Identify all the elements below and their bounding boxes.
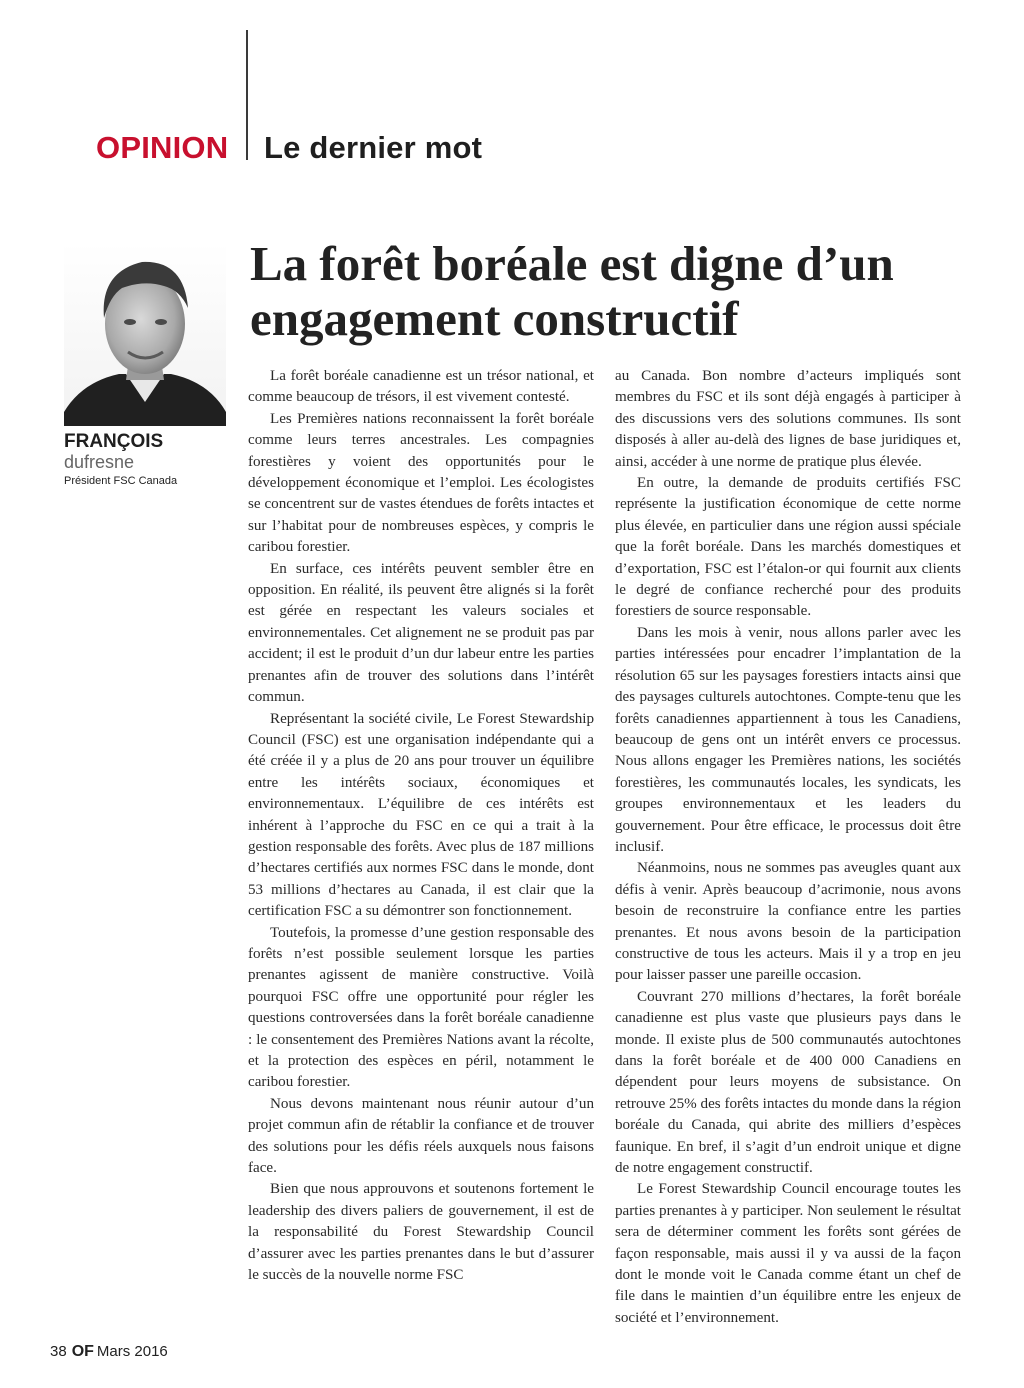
- article-headline: La forêt boréale est digne d’un engagement constructif: [250, 236, 894, 346]
- magazine-name: OF: [71, 1343, 94, 1360]
- paragraph: Nous devons maintenant nous réunir autour d’un projet commun afin de rétablir la confiance et de trouver des solutions pour les défis réels auxquels nous faisons face.: [248, 1095, 594, 1177]
- paragraph: Néanmoins, nous ne sommes pas aveugles quant aux défis à venir. Après beaucoup d’acrimonie, nous avons besoin de reconstruire la confiance entre les parties prenantes. Et nous avons besoin de la participation constructive de tous les acteurs. Mais il y a trop en jeu pour laisser passer une pareille occasion.: [615, 860, 961, 984]
- section-header: [96, 130, 483, 166]
- author-portrait: [64, 242, 226, 426]
- paragraph: Les Premières nations reconnaissent la forêt boréale comme leurs terres ancestrales. Les compagnies forestières y voient des opportunités pour le développement économique et l’emploi. Les écologistes se concentrent sur de vastes étendues de forêts intactes et sur l’habitat pour de nombreuses espèces, y compris le caribou forestier.: [248, 410, 594, 556]
- article-column-2: [615, 366, 961, 1329]
- header-divider: [246, 30, 248, 160]
- author-first-name: FRANÇOIS: [64, 431, 164, 452]
- paragraph: Le Forest Stewardship Council encourage toutes les parties prenantes à y participer. Non seulement le résultat sera de déterminer comment les forêts sont gérées de façon responsable, mais aussi il y va aussi de la façon dont le monde voit le Canada comme étant un chef de file dans le maintien d’un équilibre entre les enjeux de société et l’environnement.: [615, 1181, 961, 1326]
- author-byline: [64, 432, 177, 487]
- subsection-label: Le dernier mot: [264, 130, 483, 165]
- section-label: OPINION: [96, 130, 229, 165]
- paragraph: Dans les mois à venir, nous allons parler avec les parties intéressées pour encadrer l’implantation de la résolution 65 sur les paysages forestiers intacts ainsi que des paysages culturels autochtones. Compte-tenu que les forêts canadiennes appartiennent à tous les Canadiens, beaucoup de gens ont un intérêt envers ce processus. Nous allons engager les Premières nations, les sociétés forestières, les communautés locales, les syndicats, les groupes environnementaux et les leaders du gouvernement. Pour être efficace, le processus doit être inclusif.: [615, 624, 961, 855]
- paragraph: En surface, ces intérêts peuvent sembler être en opposition. En réalité, ils peuvent être alignés si la forêt est gérée en respectant les valeurs sociales et environnementales. Cet alignement ne se produit pas par accident; il est le produit d’un dur labeur entre les parties prenantes afin de trouver des solutions dans l’intérêt commun.: [248, 560, 594, 706]
- author-role: Président FSC Canada: [64, 474, 178, 487]
- article-column-1: [248, 366, 594, 1286]
- issue-date: Mars 2016: [96, 1343, 168, 1360]
- author-last-name: dufresne: [64, 451, 135, 472]
- page-footer: [50, 1343, 168, 1361]
- paragraph: Couvrant 270 millions d’hectares, la forêt boréale canadienne est plus vaste que plusieurs pays dans le monde. Il existe plus de 500 communautés autochtones dans la forêt boréale et de 400 000 Canadiens en dépendent pour leurs moyens de subsistance. On retrouve 25% des forêts intactes du monde dans la région boréale du Canada, qui abrite des milliers d’espèces faunique. En bref, il s’agit d’un endroit unique et digne de notre engagement constructif.: [615, 988, 961, 1177]
- paragraph: La forêt boréale canadienne est un trésor national, et comme beaucoup de trésors, il est vivement contesté.: [248, 368, 594, 406]
- page-number: 38: [50, 1343, 67, 1360]
- paragraph: au Canada. Bon nombre d’acteurs impliqués sont membres du FSC et ils sont déjà engagés à participer à des discussions vers des solutions communes. Ils sont disposés à aller au-delà des lignes de base juridiques et, ainsi, accéder à une norme de pratique plus élevée.: [615, 368, 961, 470]
- paragraph: Toutefois, la promesse d’une gestion responsable des forêts n’est possible seulement lorsque les parties prenantes agissent de manière constructive. Voilà pourquoi FSC offre une opportunité pour régler les questions controversées dans la forêt boréale canadienne : le consentement des Premières Nations avant la récolte, et la protection des espèces en péril, notamment le caribou forestier.: [248, 924, 594, 1091]
- paragraph: En outre, la demande de produits certifiés FSC représente la justification économique de cette norme plus élevée, en particulier dans une région aussi spéciale que la forêt boréale. Dans les marchés domestiques et d’exportation, FSC est l’étalon-or qui fournit aux clients le degré de confiance recherché pour des produits forestiers de source responsable.: [615, 475, 961, 620]
- paragraph: Bien que nous approuvons et soutenons fortement le leadership des divers paliers de gouvernement, il est de la responsabilité du Forest Stewardship Council d’assurer avec les parties prenantes dans le but d’assurer le succès de la nouvelle norme FSC: [248, 1181, 594, 1284]
- paragraph: Représentant la société civile, Le Forest Stewardship Council (FSC) est une organisation indépendante qui a été créée il y a plus de 20 ans pour trouver un équilibre entre les intérêts sociaux, économiques et environnementaux. L’équilibre de ces intérêts est inhérent à l’approche du FSC en ce qui a trait à la gestion responsable des forêts. Avec plus de 187 millions d’hectares certifiés aux normes FSC dans le monde, dont 53 millions d’hectares au Canada, il est clair que la certification FSC a su démontrer son fonctionnement.: [248, 710, 594, 920]
